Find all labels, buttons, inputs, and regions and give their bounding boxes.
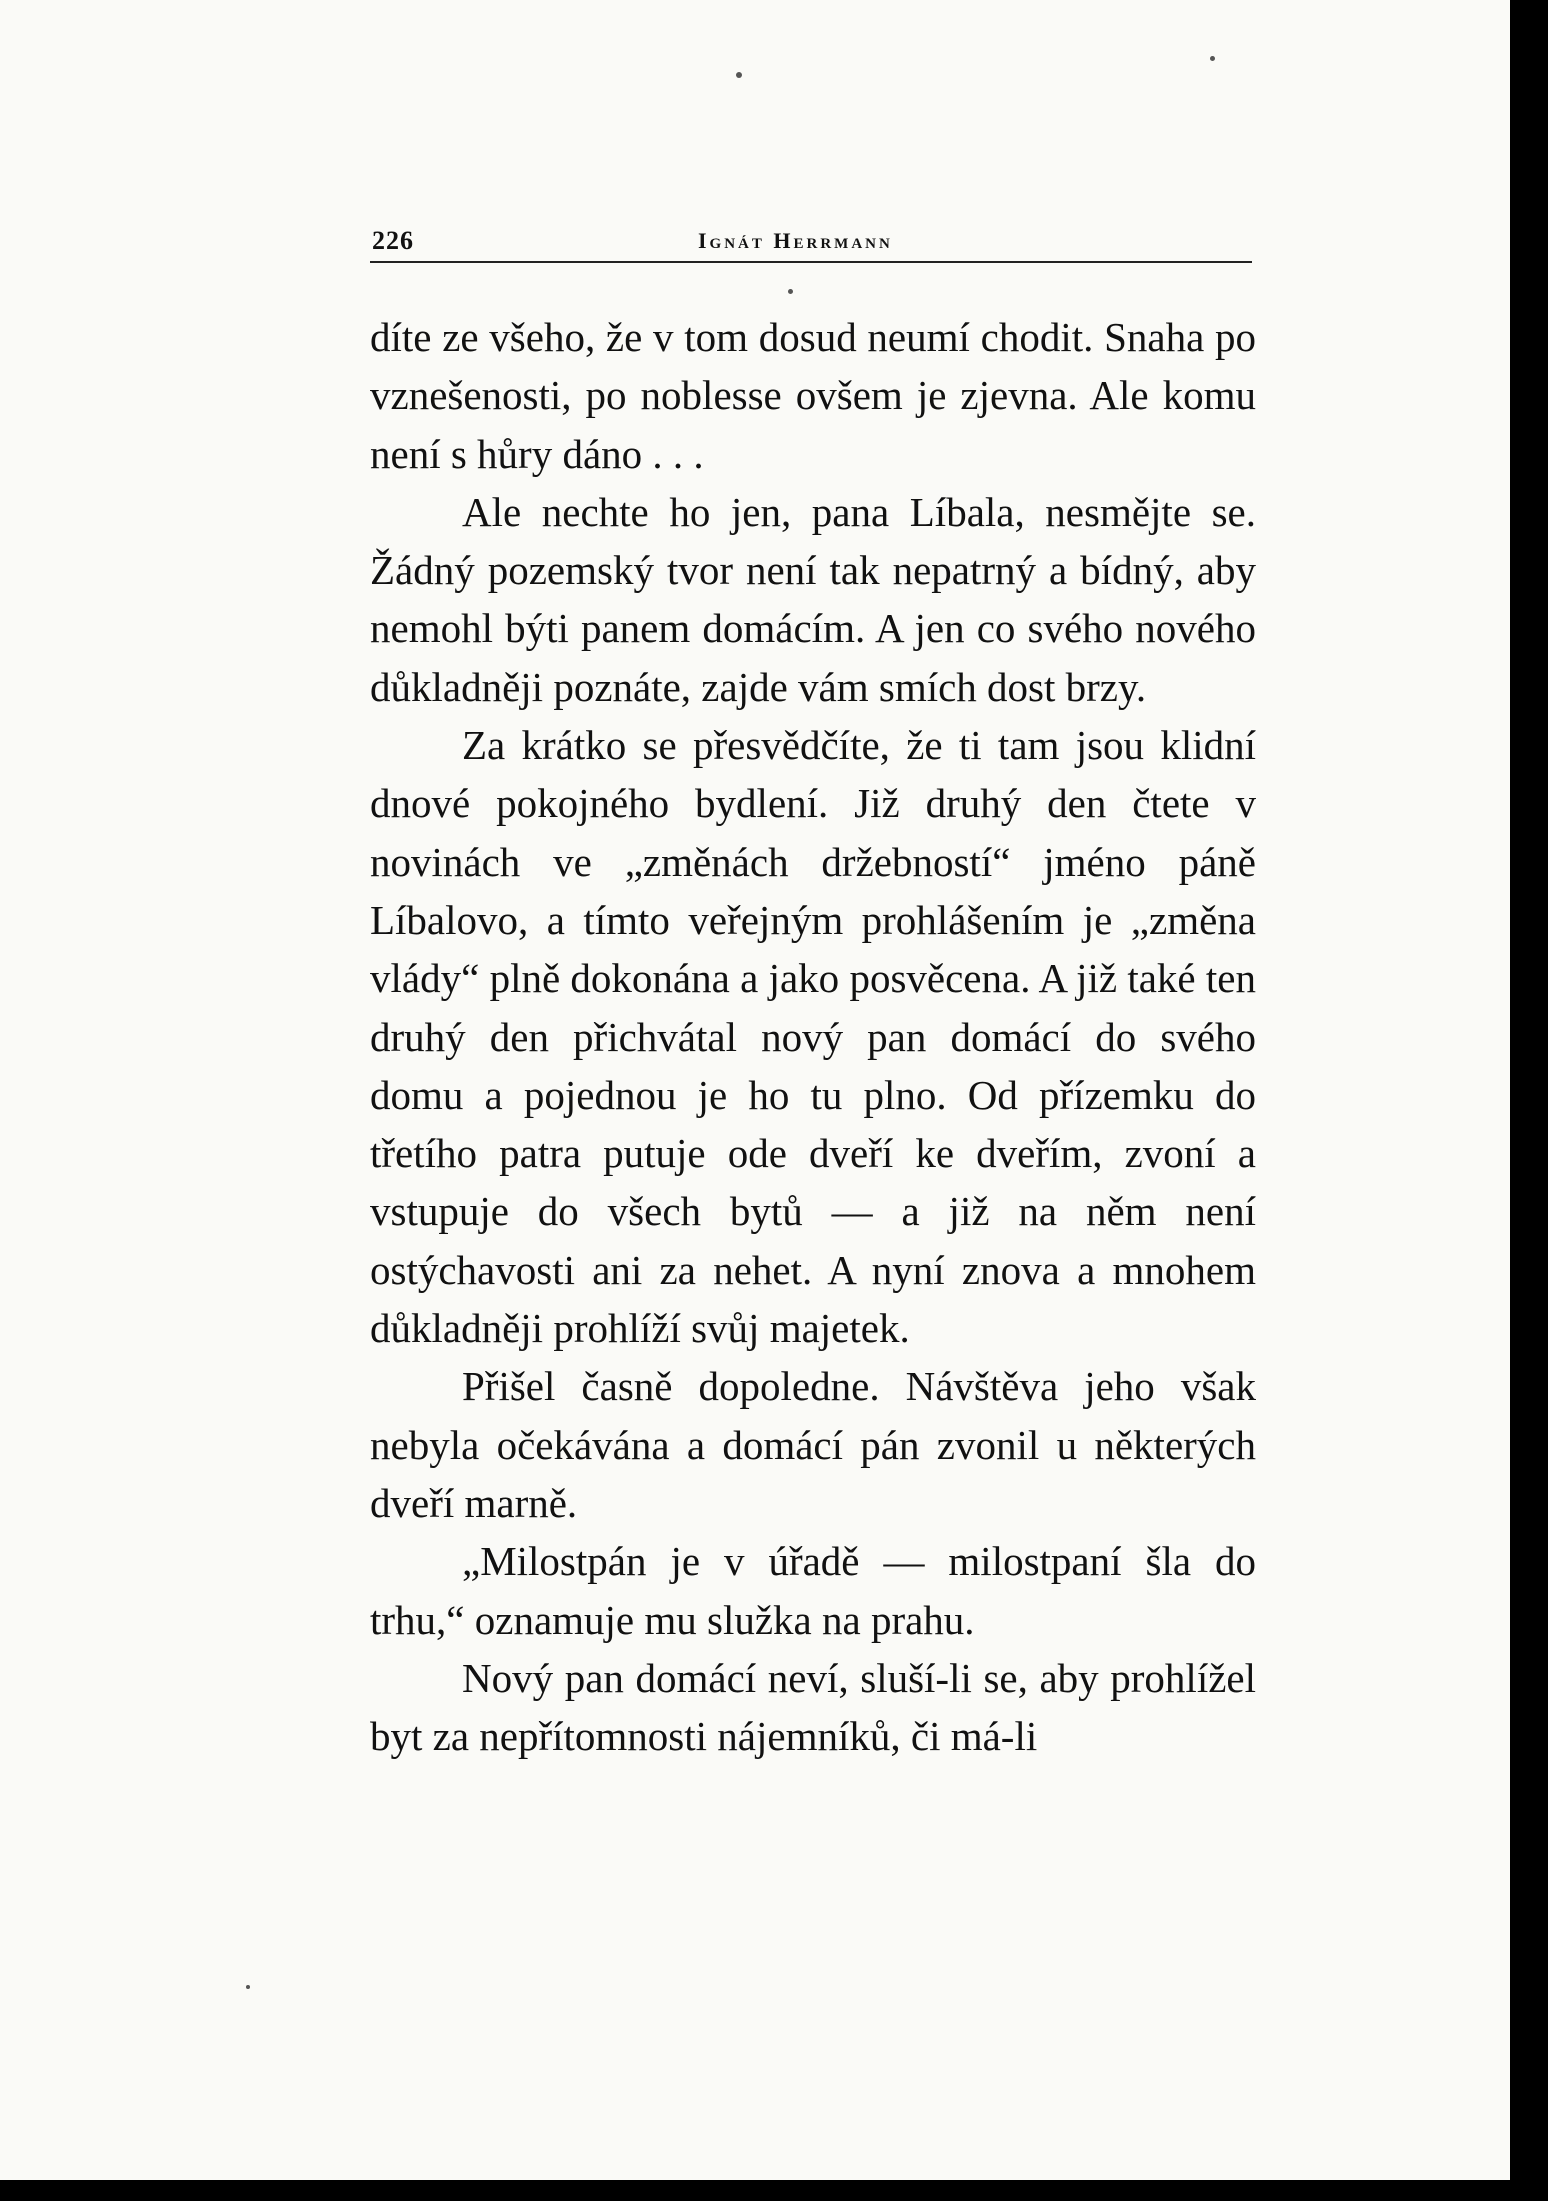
page-header xyxy=(370,222,1252,262)
scan-border xyxy=(1510,0,1548,2201)
header-rule xyxy=(370,261,1252,263)
paper-speck xyxy=(246,1985,250,1989)
paragraph: Ale nechte ho jen, pana Líbala, nesmějte se. Žádný pozemský tvor není tak nepatrný a bídný, aby nemohl býti panem domácím. A jen co svého nového důkladněji poznáte, zajde vám smích dost brzy. xyxy=(370,488,1256,710)
paragraph-last: Nový pan domácí neví, sluší-li se, aby prohlížel byt za nepřítomnosti nájemníků, či má-li xyxy=(370,1654,1256,1760)
body-text xyxy=(370,308,1256,1765)
page-number: 226 xyxy=(372,226,414,255)
paragraph: Za krátko se přesvědčíte, že ti tam jsou klidní dnové pokojného bydlení. Již druhý den čtete v novinách ve „změnách držebností“ jméno páně Líbalovo, a tímto veřejným prohlášením je „změna vlády“ plně dokonána a jako posvěcena. A již také ten druhý den přichvátal nový pan domácí do svého domu a pojednou je ho tu plno. Od přízemku do třetího patra putuje ode dveří ke dveřím, zvoní a vstupuje do všech bytů — a již na něm není ostýchavosti ani za nehet. A nyní znova a mnohem důkladněji prohlíží svůj majetek. xyxy=(370,722,1256,1352)
running-head: Ignát Herrmann xyxy=(698,228,893,253)
paper-speck xyxy=(1210,56,1215,61)
paragraph: „Milostpán je v úřadě — milostpaní šla do trhu,“ oznamuje mu služka na prahu. xyxy=(370,1538,1256,1643)
paper-speck xyxy=(736,72,742,78)
paragraph-continued: díte ze všeho, že v tom dosud neumí chodit. Snaha po vznešenosti, po noblesse ovšem je zjevna. Ale komu není s hůry dáno . . . xyxy=(370,314,1256,477)
paragraph: Přišel časně dopoledne. Návštěva jeho však nebyla očekávána a domácí pán zvonil u některých dveří marně. xyxy=(370,1363,1256,1526)
paper-speck xyxy=(788,289,793,294)
